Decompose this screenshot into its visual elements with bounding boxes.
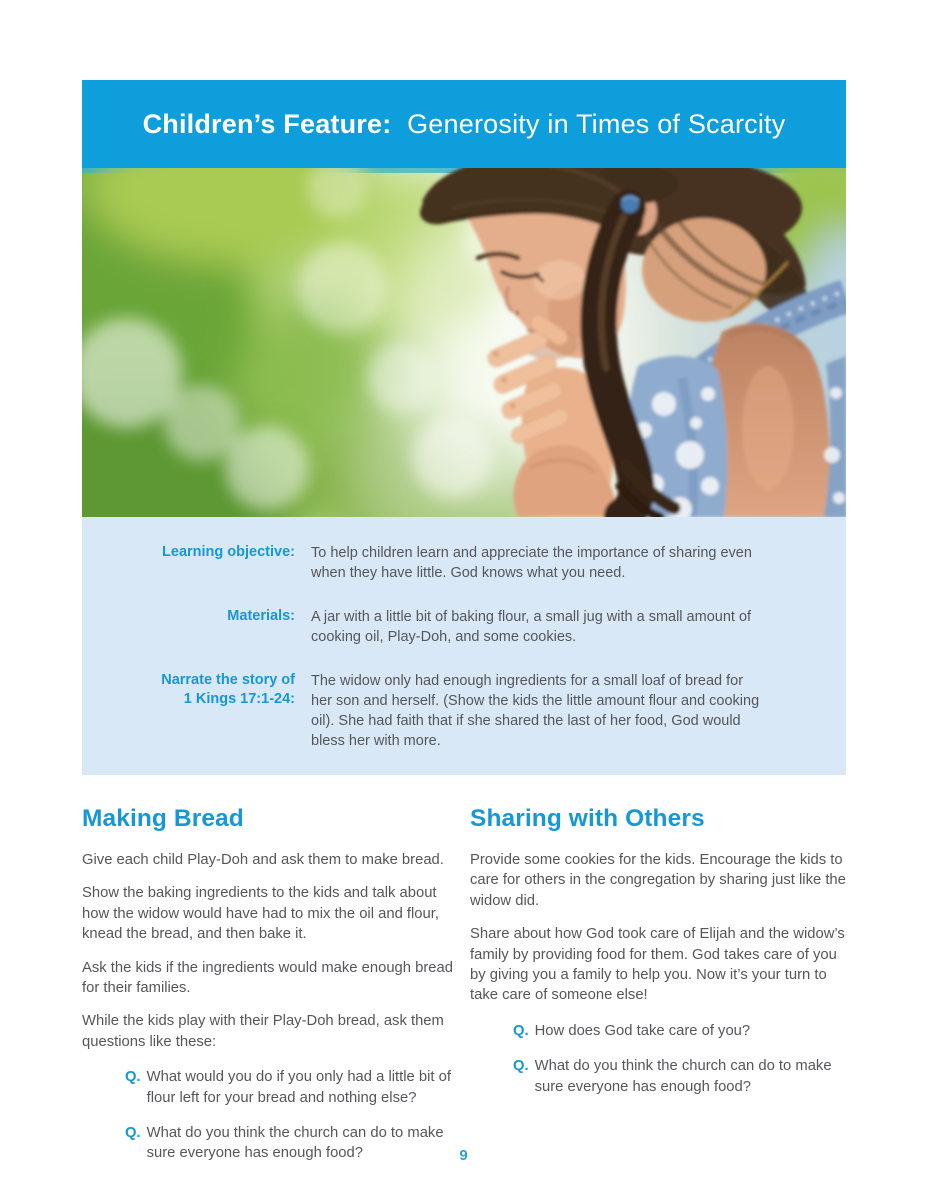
- page-title: [143, 109, 786, 140]
- making-bread-heading: Making Bread: [82, 805, 244, 832]
- feature-label: Children’s Feature:: [142, 108, 392, 139]
- paragraph: Share about how God took care of Elijah and the widow’s family by providing food for them. God takes care of you by giving you a family to help you. Now it’s your turn to take care of someone else!: [470, 926, 845, 1004]
- question-marker: Q.: [125, 1125, 141, 1142]
- section-sharing-with-others: [470, 805, 846, 1164]
- learning-objective-text: To help children learn and appreciate the importance of sharing even when they have little. God knows what you need.: [311, 545, 752, 581]
- info-row-materials: [82, 607, 846, 647]
- question-marker: Q.: [513, 1022, 529, 1039]
- section-making-bread: [82, 805, 458, 1164]
- girl-praying-photo: [82, 168, 846, 517]
- header-banner: [82, 80, 846, 168]
- page-content: [82, 80, 846, 1164]
- question-marker: Q.: [513, 1058, 529, 1075]
- hair-tie: [621, 195, 639, 213]
- materials-text: A jar with a little bit of baking flour, a small jug with a small amount of cooking oil, Play-Doh, and some cookies.: [311, 609, 752, 645]
- paragraph: Give each child Play-Doh and ask them to make bread.: [82, 852, 444, 868]
- question-item: [470, 1056, 846, 1097]
- materials-label: Materials:: [227, 608, 295, 624]
- narrate-story-label-line1: Narrate the story of: [161, 672, 295, 688]
- question-item: [82, 1067, 458, 1108]
- narrate-story-text: The widow only had enough ingredients for a small loaf of bread for her son and herself. (Show the kids the little amount flour and cooking oil). She had faith that if she shared the last of her food, God would bless her with more.: [311, 673, 760, 749]
- learning-objective-label: Learning objective:: [162, 544, 295, 560]
- info-panel: [82, 517, 846, 775]
- question-text: What do you think the church can do to make sure everyone has enough food?: [146, 1125, 444, 1162]
- sharing-with-others-heading: Sharing with Others: [470, 805, 705, 832]
- narrate-story-label-line2: 1 Kings 17:1-24:: [183, 691, 295, 708]
- page-number: 9: [459, 1147, 468, 1164]
- question-text: What do you think the church can do to make sure everyone has enough food?: [534, 1058, 832, 1095]
- question-item: [470, 1021, 846, 1041]
- question-text: What would you do if you only had a little bit of flour left for your bread and nothing else?: [146, 1069, 451, 1106]
- info-row-narrate-story: [82, 671, 846, 751]
- two-column-content: [82, 805, 846, 1164]
- feature-title: Generosity in Times of Scarcity: [407, 108, 786, 139]
- paragraph: While the kids play with their Play-Doh bread, ask them questions like these:: [82, 1013, 444, 1050]
- paragraph: Provide some cookies for the kids. Encourage the kids to care for others in the congregation by sharing just like the widow did.: [470, 852, 846, 909]
- paragraph: Ask the kids if the ingredients would make enough bread for their families.: [82, 959, 453, 997]
- page-footer: [0, 1147, 927, 1165]
- photo-illustration: [82, 168, 846, 517]
- paragraph: Show the baking ingredients to the kids and talk about how the widow would have had to mix the oil and flour, knead the bread, and then bake it.: [82, 885, 439, 943]
- info-row-learning-objective: [82, 543, 846, 583]
- question-marker: Q.: [125, 1069, 141, 1086]
- question-text: How does God take care of you?: [534, 1022, 751, 1039]
